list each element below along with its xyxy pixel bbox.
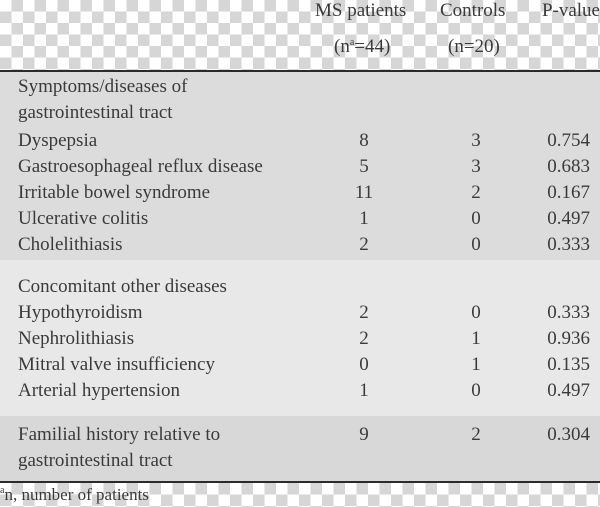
section-heading <box>0 74 600 100</box>
row-label: Arterial hypertension <box>18 380 180 401</box>
p-value: 0.683 <box>547 156 590 177</box>
heading-line: Concomitant other diseases <box>18 276 227 297</box>
ms-count: 2 <box>359 328 369 349</box>
ms-count: 8 <box>359 130 369 151</box>
row-label: Cholelithiasis <box>18 234 123 255</box>
row-label: Nephrolithiasis <box>18 328 135 349</box>
p-value: 0.754 <box>547 130 590 151</box>
p-value: 0.333 <box>547 302 590 323</box>
row-label: Familial history relative to <box>18 424 221 445</box>
row-label: Dyspepsia <box>18 130 98 151</box>
controls-count: 2 <box>471 424 481 445</box>
p-value: 0.135 <box>547 354 590 375</box>
section-heading <box>0 100 600 126</box>
row-label: Gastroesophageal reflux disease <box>18 156 263 177</box>
controls-count: 1 <box>471 328 481 349</box>
controls-count: 0 <box>471 208 481 229</box>
ms-n-prefix: (n <box>334 36 350 57</box>
table-row <box>0 300 600 326</box>
controls-count: 3 <box>471 156 481 177</box>
footnote-marker: a <box>0 485 5 496</box>
column-header-p-value: P-value <box>541 0 600 21</box>
table-row <box>0 326 600 352</box>
p-value: 0.333 <box>547 234 590 255</box>
section-concomitant-diseases <box>0 260 600 416</box>
p-value: 0.304 <box>547 424 590 445</box>
heading-line: gastrointestinal tract <box>18 102 173 123</box>
ms-count: 1 <box>359 380 369 401</box>
p-value: 0.497 <box>547 380 590 401</box>
heading-line: Symptoms/diseases of <box>18 76 188 97</box>
table-row <box>0 154 600 180</box>
ms-count: 9 <box>359 424 369 445</box>
footnote-marker: a <box>349 37 355 48</box>
table-row <box>0 206 600 232</box>
controls-count: 0 <box>471 234 481 255</box>
column-header-ms-patients: MS patients <box>315 0 407 21</box>
table-row <box>0 232 600 258</box>
ms-count: 5 <box>359 156 369 177</box>
ms-count: 2 <box>359 234 369 255</box>
row-label: Ulcerative colitis <box>18 208 149 229</box>
row-label: Hypothyroidism <box>18 302 143 323</box>
controls-count: 0 <box>471 302 481 323</box>
row-label: Irritable bowel syndrome <box>18 182 211 203</box>
controls-count: 0 <box>471 380 481 401</box>
column-header-controls: Controls <box>440 0 506 21</box>
controls-count: 3 <box>471 130 481 151</box>
table-row <box>0 422 600 448</box>
table-footnote <box>0 484 149 506</box>
bottom-rule <box>0 481 600 483</box>
ms-count: 11 <box>354 182 374 203</box>
p-value: 0.167 <box>547 182 590 203</box>
table-row <box>0 128 600 154</box>
footnote-text: n, number of patients <box>4 485 149 504</box>
controls-count: 2 <box>471 182 481 203</box>
column-subheader-controls: (n=20) <box>448 36 500 57</box>
table-row <box>0 180 600 206</box>
table-row <box>0 352 600 378</box>
ms-n-suffix: =44) <box>354 36 391 57</box>
p-value: 0.936 <box>547 328 590 349</box>
column-subheader-ms-patients <box>334 36 390 58</box>
p-value: 0.497 <box>547 208 590 229</box>
ms-count: 2 <box>359 302 369 323</box>
section-familial-history <box>0 416 600 482</box>
ms-count: 0 <box>359 354 369 375</box>
table-row-continuation <box>0 448 600 474</box>
controls-count: 1 <box>471 354 481 375</box>
section-gastrointestinal <box>0 72 600 260</box>
row-label: Mitral valve insufficiency <box>18 354 215 375</box>
section-heading <box>0 274 600 300</box>
ms-count: 1 <box>359 208 369 229</box>
row-label: gastrointestinal tract <box>18 450 173 471</box>
table-row <box>0 378 600 404</box>
